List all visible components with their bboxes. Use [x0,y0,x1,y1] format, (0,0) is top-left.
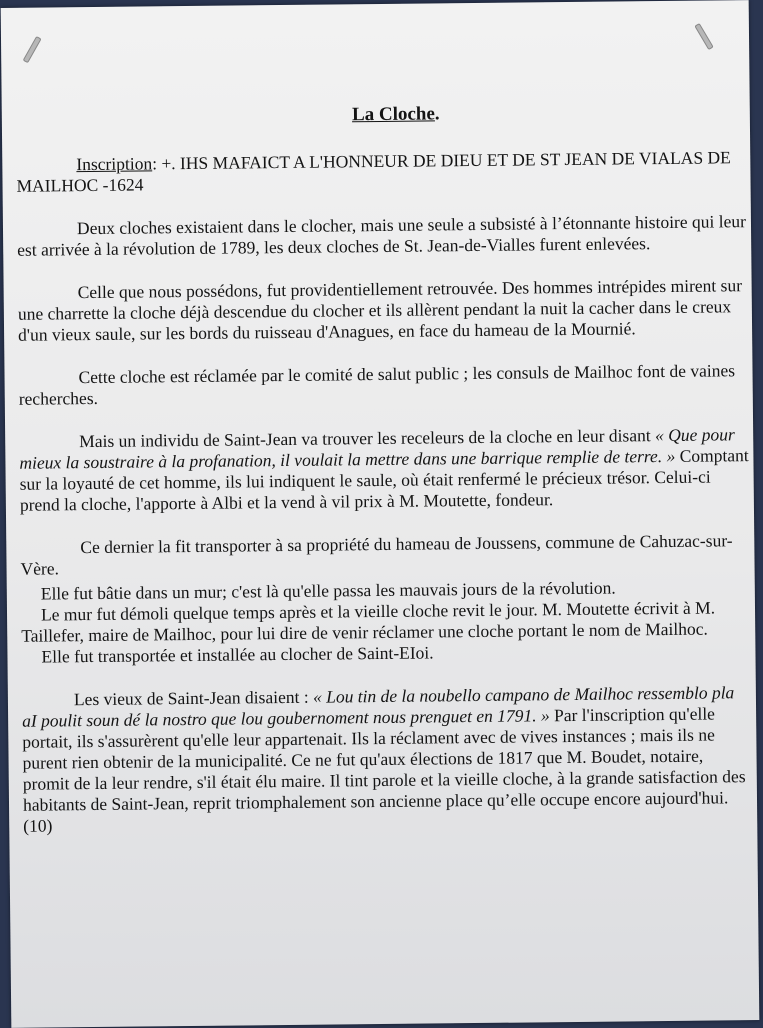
inscription-text: : +. IHS MAFAICT A L'HONNEUR DE DIEU ET DE ST JEAN DE VIALAS DE MAILHOC -1624 [16,147,731,196]
staple-mark [23,36,42,63]
document-body [16,100,754,859]
inscription-label: Inscription [76,153,153,175]
page-title: La Cloche. [351,103,440,126]
quote-2: « Lou tin de la noubello campano de Mailhoc ressemblo pla aI poulit soun dé la nostro que lou goubernoment nous prenguet en 1791. » [22,682,735,731]
paragraph-9: Les vieux de Saint-Jean disaient : « Lou tin de la noubello campano de Mailhoc ressemblo pla aI poulit soun dé la nostro que lou goubernoment nous prenguet en 1791. » Par l'inscription qu'elle portait, ils s'assurèrent qu'elle leur appartenait. Ils la réclament avec de vives instances ; mais ils ne purent rien obtenir de la municipalité. Ce ne fut qu'aux élections de 1817 que M. Boudet, notaire, promit de la leur rendre, s'il était élu maire. Il tint parole et la vieille cloche, à la grande satisfaction des habitants de Saint-Jean, reprit triomphalement son ancienne place qu’elle occupe encore aujourd'hui.(10) [22,682,746,836]
paragraph-7: Le mur fut démoli quelque temps après et la vieille cloche revit le jour. M. Moutette écrivit à M. Taillefer, maire de Mailhoc, pour lui dire de venir réclamer une cloche portant le nom de Mailhoc. [21,597,716,646]
paragraph-4: Mais un individu de Saint-Jean va trouver les receleurs de la cloche en leur disant « Que pour mieux la soustraire à la profanation, il voulait la mettre dans une barrique remplie de terre. » Comptant sur la loyauté de cet homme, ils lui indiquent le saule, où était renfermé le précieux trésor. Celui-ci prend la cloche, l'apporte à Albi et la vend à vil prix à M. Moutette, fondeur. [19,424,749,515]
paragraph-8: Elle fut transportée et installée au clocher de Saint-EIoi. [41,642,434,667]
paragraph-5: Ce dernier la fit transporter à sa propriété du hameau de Joussens, commune de Cahuzac-sur-Vère. [20,530,733,579]
document-page [1,0,760,1028]
paragraph-2: Celle que nous possédons, fut providentiellement retrouvée. Des hommes intrépides mirent sur une charrette la cloche déjà descendue du clocher et ils allèrent pendant la nuit la cacher dans le creux d'un vieux saule, sur les bords du ruisseau d'Anagues, en face du hameau de la Mournié. [17,275,743,345]
paragraph-1: Deux cloches existaient dans le clocher, mais une seule a subsisté à l’étonnante histoire qui leur est arrivée à la révolution de 1789, les deux cloches de St. Jean-de-Vialles furent enlevées. [17,211,747,260]
quote-1: « Que pour mieux la soustraire à la profanation, il voulait la mettre dans une barrique remplie de terre. » [19,424,735,473]
paragraph-3: Cette cloche est réclamée par le comité de salut public ; les consuls de Mailhoc font de vaines recherches. [18,360,736,409]
staple-mark [694,23,713,50]
inscription-paragraph [16,147,746,197]
footnote-ref: (10) [23,815,53,836]
paragraph-6: Elle fut bâtie dans un mur; c'est là qu'elle passa les mauvais jours de la révolution. [40,577,616,604]
